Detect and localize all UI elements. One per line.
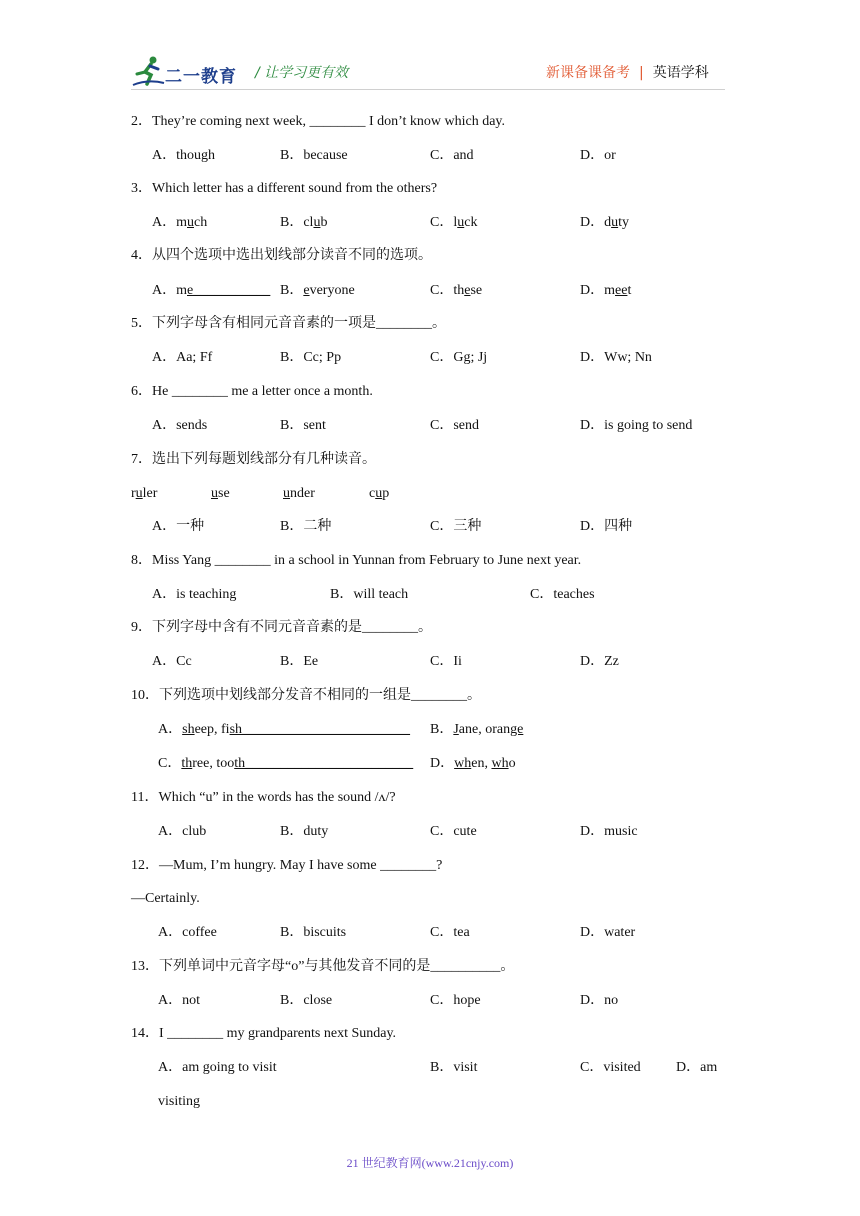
- header-divider: [131, 89, 725, 90]
- q12-option-d[interactable]: D．water: [580, 925, 636, 940]
- course-tag: 新课备课备考: [546, 65, 630, 81]
- logo-text: 二一教育: [165, 67, 237, 87]
- q12-option-b[interactable]: B．biscuits: [280, 925, 347, 940]
- question-6-stem: 6．He ________ me a letter once a month.: [131, 384, 373, 399]
- q14-option-b[interactable]: B．visit: [430, 1060, 478, 1075]
- question-14-stem: 14．I ________ my grandparents next Sunday.: [131, 1026, 397, 1041]
- q10-option-b[interactable]: B．Jane, orange: [430, 722, 524, 737]
- q9-option-c[interactable]: C．Ii: [430, 654, 462, 669]
- q8-option-c[interactable]: C．teaches: [530, 587, 595, 602]
- q3-option-c[interactable]: C．luck: [430, 215, 478, 230]
- q14-option-d[interactable]: D．am: [676, 1060, 718, 1075]
- question-5-stem: 5．下列字母含有相同元音音素的一项是________。: [131, 316, 446, 331]
- q4-option-a[interactable]: A．me___________: [152, 283, 271, 298]
- q14-option-c[interactable]: C．visited: [580, 1060, 641, 1075]
- question-3-stem: 3．Which letter has a different sound from the others?: [131, 181, 438, 196]
- q9-option-d[interactable]: D．Zz: [580, 654, 619, 669]
- page-footer: 21 世纪教育网(www.21cnjy.com): [346, 1156, 514, 1170]
- q10-option-a[interactable]: A．sheep, fish________________________: [158, 722, 411, 737]
- q14-option-d-continued: visiting: [158, 1094, 201, 1109]
- header-separator: |: [639, 65, 644, 81]
- question-10-stem: 10．下列选项中划线部分发音不相同的一组是________。: [131, 688, 481, 703]
- q3-option-b[interactable]: B．club: [280, 215, 328, 230]
- q7-word-2: use: [211, 486, 230, 501]
- question-7-stem: 7．选出下列每题划线部分有几种读音。: [131, 452, 376, 467]
- q5-option-b[interactable]: B．Cc; Pp: [280, 350, 342, 365]
- q5-option-c[interactable]: C．Gg; Jj: [430, 350, 488, 365]
- q12-reply: —Certainly.: [131, 891, 200, 906]
- q7-option-c[interactable]: C．三种: [430, 519, 482, 534]
- q11-option-c[interactable]: C．cute: [430, 824, 477, 839]
- q12-option-a[interactable]: A．coffee: [158, 925, 217, 940]
- q13-option-d[interactable]: D．no: [580, 993, 619, 1008]
- question-4-stem: 4．从四个选项中选出划线部分读音不同的选项。: [131, 248, 432, 263]
- q9-option-b[interactable]: B．Ee: [280, 654, 319, 669]
- page-header: [0, 0, 860, 100]
- q4-option-b[interactable]: B．everyone: [280, 283, 355, 298]
- subject-label: 英语学科: [652, 65, 709, 81]
- logo: [131, 54, 241, 90]
- runner-icon: [131, 54, 165, 88]
- q9-option-a[interactable]: A．Cc: [152, 654, 192, 669]
- q10-option-d[interactable]: D．when, who: [430, 756, 516, 771]
- q2-option-a[interactable]: A．though: [152, 148, 215, 163]
- q2-option-d[interactable]: D．or: [580, 148, 616, 163]
- q2-option-c[interactable]: C．and: [430, 148, 474, 163]
- q7-option-b[interactable]: B．二种: [280, 519, 332, 534]
- q13-option-b[interactable]: B．close: [280, 993, 333, 1008]
- question-8-stem: 8．Miss Yang ________ in a school in Yunnan from February to June next year.: [131, 553, 582, 568]
- q3-option-a[interactable]: A．much: [152, 215, 208, 230]
- q6-option-b[interactable]: B．sent: [280, 418, 326, 433]
- q6-option-c[interactable]: C．send: [430, 418, 479, 433]
- q4-option-c[interactable]: C．these: [430, 283, 483, 298]
- q5-option-a[interactable]: A．Aa; Ff: [152, 350, 213, 365]
- question-13-stem: 13．下列单词中元音字母“o”与其他发音不同的是__________。: [131, 959, 515, 974]
- q12-option-c[interactable]: C．tea: [430, 925, 470, 940]
- question-12-stem: 12．—Mum, I’m hungry. May I have some ________?: [131, 858, 443, 873]
- question-11-stem: 11．Which “u” in the words has the sound /ʌ/?: [131, 790, 396, 805]
- q10-option-c[interactable]: C．three, tooth________________________: [158, 756, 414, 771]
- q5-option-d[interactable]: D．Ww; Nn: [580, 350, 652, 365]
- q6-option-d[interactable]: D．is going to send: [580, 418, 693, 433]
- q13-option-c[interactable]: C．hope: [430, 993, 481, 1008]
- q14-option-a[interactable]: A．am going to visit: [158, 1060, 277, 1075]
- q7-option-d[interactable]: D．四种: [580, 519, 633, 534]
- q3-option-d[interactable]: D．duty: [580, 215, 630, 230]
- question-9-stem: 9．下列字母中含有不同元音音素的是________。: [131, 620, 432, 635]
- q13-option-a[interactable]: A．not: [158, 993, 200, 1008]
- q7-word-4: cup: [369, 486, 390, 501]
- q7-word-1: ruler: [131, 486, 158, 501]
- q4-option-d[interactable]: D．meet: [580, 283, 632, 298]
- q11-option-d[interactable]: D．music: [580, 824, 638, 839]
- q2-option-b[interactable]: B．because: [280, 148, 348, 163]
- q8-option-a[interactable]: A．is teaching: [152, 587, 237, 602]
- question-2-stem: 2．They’re coming next week, ________ I don’t know which day.: [131, 114, 506, 129]
- q6-option-a[interactable]: A．sends: [152, 418, 208, 433]
- slogan: / 让学习更有效: [255, 65, 349, 81]
- q7-word-3: under: [283, 486, 315, 501]
- q7-option-a[interactable]: A．一种: [152, 519, 205, 534]
- q11-option-b[interactable]: B．duty: [280, 824, 329, 839]
- q8-option-b[interactable]: B．will teach: [330, 587, 409, 602]
- header-right: [546, 62, 709, 82]
- q11-option-a[interactable]: A．club: [158, 824, 207, 839]
